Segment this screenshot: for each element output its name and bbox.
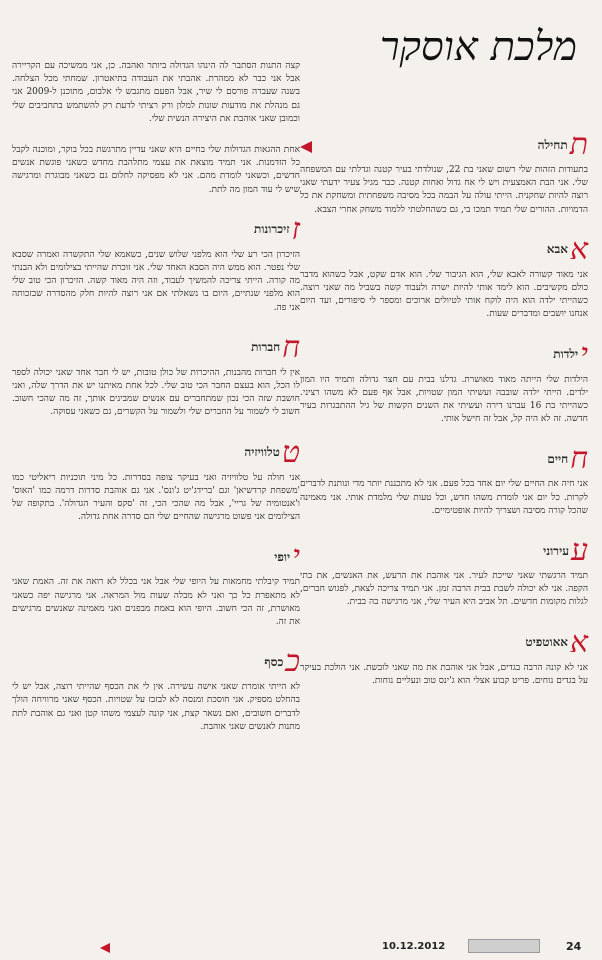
section-heading [12,644,300,680]
section-heading [300,336,588,372]
section-initial: א [569,231,588,267]
section-text: הזיכרון הכי רע שלי הוא מלפני שלוש שנים, כשאמא שלי התקשרה ואמרה שסבא שלי נפטר. הוא ממש היה הסבא האחד שלי. אני זוכרת שהייתי בצילומים ולא הבנתי מה קורה. הייתי צריכה להמשיך לעבוד, וזה היה מאוד קשה. הזיכרון הכי טוב שלי הוא מלפני שנתיים, היום בו נשאלתי אם אני רוצה להיות חלק מהסדרה שבזכותה אני פה. [12,249,300,313]
magazine-logo [468,939,540,953]
article-section [300,336,588,427]
section-initial: כ [285,644,300,680]
article-section [12,434,300,525]
section-text: תמיד קיבלתי מחמאות על היופי שלי אבל אני בכלל לא רואה את זה. האמת שאני לא מתאפרת כל כך ואני לא מבלה שעות מול המראה. אני מרגישה יפה כשאני מאושרת, זה הכי חשוב. היופי הוא באמת מבפנים ואני מאמינה שאנשים מרגישים את זה. [12,577,300,628]
left-column [12,60,300,926]
article-section [300,441,588,518]
section-heading [300,624,588,660]
section-initial: ח [570,441,588,477]
section-initial: ז [291,211,300,247]
section-text: תמיד הרגשתי שאני שייכת לעיר. אני אוהבת את הרעש, את האנשים, את בתי הקפה. אני לא יכולה לשבת בבית הרבה זמן. אני תמיד צריכה לצאת, לפגוש חברים, לגלות מקומות חדשים. תל אביב היא העיר שלי, אני מרגישה בה בבית. [300,571,588,608]
section-initial: ע [571,533,588,569]
section-heading [300,533,588,569]
page-number: 24 [566,940,582,953]
section-heading-word: תחילה [537,137,568,152]
article-body [12,60,588,926]
section-heading-word: טלוויזיה [244,445,280,460]
section-heading-word: עירוני [543,543,570,558]
section-text: אני חולה על טלוויזיה ואני בעיקר צופה בסדרות. כל מיני תוכניות ריאליטי כמו 'משפחת קרדשיאן' וגם 'ברידג'יט ג'ונס'. אני גם אוהבת סדרות דרמה כמו 'האוס' ו'אנטומיה של גריי', אבל מה שהכי הכי, זה 'סקס והעיר הגדולה'. בתקופה של הצילומים אני פשוט מרגישה שהחיים שלי הם סדרה אחת גדולה. [12,472,300,523]
section-heading-word: אבא [546,242,568,257]
section-heading [12,211,300,247]
footer-date: 10.12.2012 [382,941,446,952]
section-text: אני חיה את החיים שלי יום אחד בכל פעם. אני לא מתכננת יותר מדי ונותנת לדברים לקרות. כל יום אני לומדת משהו חדש, וכל טעות שלי מלמדת אותי. אני מאמינה שהכל קורה מסיבה ושצריך להיות אופטימיים. [300,479,588,516]
right-column [300,127,588,926]
section-text: אני לא קונה הרבה בגדים, אבל אני אוהבת את מה שאני לובשת. אני הולכת בעיקר על בגדים נוחים. פריט קבוע אצלי הוא ג'ינס טוב ונעליים נוחות. [300,662,588,686]
section-heading-word: זיכרונות [254,222,290,237]
section-text: אין לי חברות מהבנות, ההיכרות של כולן טובות, יש לי חבר אחד שאני יכולה לספר לו הכל, הוא בעצם החבר הכי טוב שלי. לכל אחת מאיתנו יש את הדרך שלה, ואני חושבת שזה הכי נכון שמתחברים עם אנשים שמבינים אותך, זה מה שהכי חשוב. חשוב לי לשמור על החברים שלי ולשמור על הקשרים, גם כשאני עסוקה. [12,367,300,418]
section-heading-word: יופי [274,549,291,564]
section-heading [300,441,588,477]
section-initial: י [580,336,588,372]
article-section [300,624,588,688]
article-section [12,539,300,629]
article-section [12,211,300,315]
section-heading [12,434,300,470]
article-title: מלכת אוסקר [379,24,577,70]
section-heading [300,127,588,162]
section-heading-word: חברות [251,340,281,355]
section-initial: ת [569,127,588,162]
section-heading [300,231,588,267]
article-section [300,231,588,322]
section-text: הילדות שלי הייתה מאוד מאושרת. גדלנו בבית עם חצר גדולה ותמיד היו המון ילדים. הייתי ילדה שובבה ועשיתי המון שטויות, אבל אף פעם לא משהו רציני. כשהייתי בת 16 עברנו דירה ועשיתי את השנים הקשות של גיל ההתבגרות בעיר חדשה. זה לא היה קל, אבל זה חישל אותי. [300,374,588,425]
section-heading [12,329,300,365]
article-section [12,329,300,420]
article-section [12,644,300,734]
section-initial: י [292,539,300,575]
section-text: קצה התנות הסתבר לה הינהו הגדולה ביותר ואהבה. כן, אני ממשיכה עם הקריירה אבל אני כבר לא ממהרת. אהבתי את העבודה בתיאטרון. שמחתי מכל הצלחה. בשנה שעברה פורסם לי שיר, אבל הפעם מתגבש לי אלבום, מתוכנן ל-2009 אני גם מנהלת את מודעות שונות למלון ורק רציתי לדעת רק להשתמש בתחביבים שלי וכמובן שאני אוהבת את היצירה הנשית שלי. [12,61,300,124]
article-section [12,144,300,197]
section-text: אני מאוד קשורה לאבא שלי, הוא הגיבור שלי. הוא אדם שקט, אבל כשהוא מדבר כולם מקשיבים. הוא לימד אותי להיות ישרה ולעבוד קשה בשביל מה שאני רוצה. כשהייתי ילדה הוא היה לוקח אותי לטיולים ארוכים ומספר לי סיפורים, ועד היום אנחנו יושבים ומדברים שעות. [300,269,588,320]
article-section [300,533,588,610]
section-heading [12,539,300,575]
article-section [300,127,588,217]
section-heading-word: ילדות [553,347,579,362]
section-initial: ט [281,434,300,470]
section-text: בתעודות הזהות שלי רשום שאני בת 22, שנולדתי בעיר קטנה וגדלתי עם המשפחה שלי. אני הבת האמצעית ויש לי אח גדול ואחות קטנה. כבר מגיל צעיר ידעתי שאני רוצה להיות שחקנית. הייתי עולה על הבמה בכל מסיבה משפחתית ומשחקת את כל הדמויות. ההורים שלי תמיד תמכו בי, גם כשהחלטתי ללמוד משחק אחרי הצבא. [300,165,588,215]
section-heading-word: אאוטפיט [525,635,568,650]
article-section [12,60,300,126]
section-initial: א [569,624,588,660]
end-mark-icon [100,938,110,948]
section-text: לא הייתי אומרת שאני אישה עשירה. אין לי את הכסף שהייתי רוצה, אבל יש לי בהחלט מספיק. אני חוסכת ומנסה לא לבזבז על שטויות. הכסף שאני מרוויחה הולך לדברים חשובים, ואם נשאר קצת, אני קונה לעצמי משהו קטן ואני גם אוהבת לתת מתנות לאנשים שאני אוהבת. [12,682,300,732]
section-heading-word: חיים [547,451,569,466]
section-initial: ח [282,329,300,365]
section-heading-word: כסף [264,654,284,669]
section-text: אחת ההגאות הגדולות שלי בחיים היא שאני עדיין מתרגשת בכל בוקר, ומוכנה לקבל כל הזדמנות. אני תמיד מוצאת את עצמי מתלהבת מחדש כשאני פוגשת אנשים חדשים, וכשאני לומדת מהם. אני לא מפסיקה לחלום גם כשאני מבוגרת ומרגישה שיש לי עוד המון מה לתת. [12,145,300,195]
